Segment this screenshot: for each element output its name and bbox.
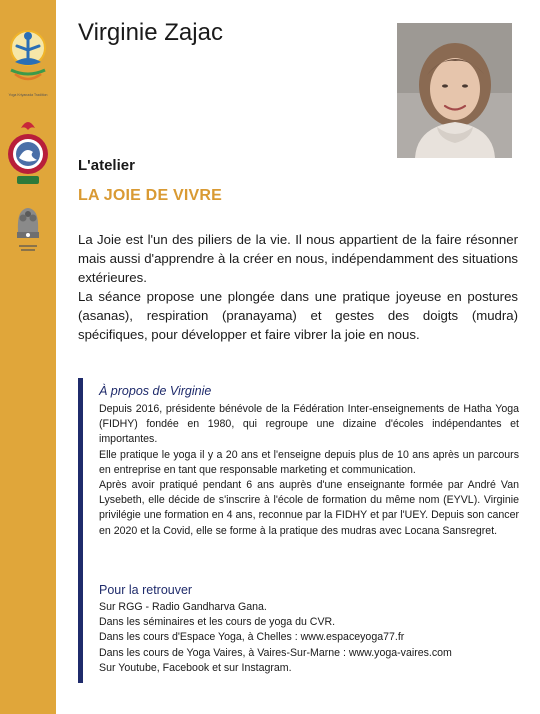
lion-emblem-logo (7, 202, 49, 262)
intro-text (78, 230, 518, 344)
intro-paragraph: La Joie est l'un des piliers de la vie. Il nous appartient de la faire résonner mais aussi d'apprendre à la créer en nous, indépendamment des situations extérieures. (78, 232, 518, 285)
bio-box (78, 378, 523, 683)
lion-capital-icon (7, 202, 49, 260)
list-item: Dans les cours de Yoga Vaires, à Vaires-Sur-Marne : www.yoga-vaires.com (99, 646, 452, 659)
about-paragraph: Elle pratique le yoga il y a 20 ans et l'enseigne depuis plus de 10 ans après un parcours en entreprise en tant que responsable marketing et communication. (99, 448, 519, 476)
side-stripe (0, 0, 56, 714)
swan-seal-icon (7, 116, 49, 188)
yoga-emblem-logo (7, 24, 49, 100)
list-item: Dans les cours d'Espace Yoga, à Chelles : www.espaceyoga77.fr (99, 631, 405, 644)
find-heading: Pour la retrouver (99, 583, 193, 597)
logo-caption: Yoga Kriyanada Tradition (8, 93, 48, 97)
find-list (99, 600, 519, 676)
list-item: Sur RGG - Radio Gandharva Gana. (99, 601, 267, 613)
about-paragraph: Depuis 2016, présidente bénévole de la Fédération Inter-enseignements de Hatha Yoga (FIDHY) fondée en 1980, qui regroupe une dizaine d'écoles indépendantes et importantes. (99, 403, 519, 446)
atelier-title: LA JOIE DE VIVRE (78, 187, 222, 204)
about-text (99, 402, 519, 539)
list-item: Dans les séminaires et les cours de yoga du CVR. (99, 616, 336, 629)
about-paragraph: Après avoir pratiqué pendant 6 ans auprès d'une enseignante formée par André Van Lysebeth, elle décide de s'inscrire à l'école de formation du même nom (EYVL). Virginie privilégie une formation en 4 ans, reconnue par la FIDHY et par l'UEY. Depuis son cancer en 2020 et la Covid, elle se forme à la pratique des mudras avec Locana Sansregret. (99, 479, 519, 537)
list-item: Sur Youtube, Facebook et sur Instagram. (99, 661, 292, 674)
speaker-name: Virginie Zajac (78, 19, 223, 46)
yoga-figure-icon (7, 24, 49, 92)
seal-logo (7, 116, 49, 190)
speaker-photo (397, 23, 512, 158)
intro-paragraph: La séance propose une plongée dans une pratique joyeuse en postures (asanas), respiration (pranayama) et gestes des doigts (mudra) spécifiques, pour développer et faire vibrer la joie en nous. (78, 289, 518, 342)
about-heading: À propos de Virginie (99, 384, 212, 398)
atelier-label: L'atelier (78, 157, 135, 174)
